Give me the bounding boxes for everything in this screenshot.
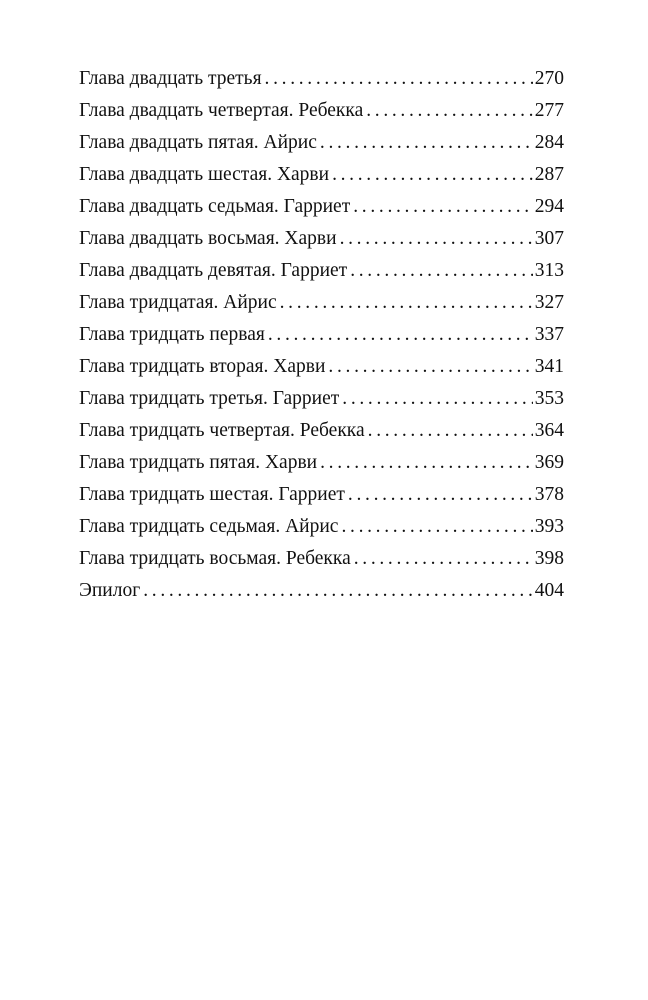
toc-entry-title: Глава тридцать вторая. Харви	[79, 356, 326, 377]
toc-entry-page: 369	[534, 452, 564, 473]
toc-entry	[79, 68, 564, 100]
dot-leader	[368, 420, 533, 442]
toc-entry-page: 393	[534, 516, 564, 537]
toc-entry	[79, 196, 564, 228]
toc-entry-page: 404	[534, 580, 564, 601]
toc-entry	[79, 100, 564, 132]
toc-entry-page: 284	[534, 132, 564, 153]
toc-entry-title: Глава тридцать первая	[79, 324, 265, 345]
toc-entry-page: 307	[534, 228, 564, 249]
toc-entry-page: 327	[534, 292, 564, 313]
dot-leader	[350, 260, 533, 282]
dot-leader	[268, 324, 533, 346]
dot-leader	[366, 100, 533, 122]
toc-entry-page: 277	[534, 100, 564, 121]
toc-entry	[79, 132, 564, 164]
toc-entry	[79, 452, 564, 484]
dot-leader	[280, 292, 533, 314]
toc-entry-page: 337	[534, 324, 564, 345]
toc-entry-title: Глава двадцать четвертая. Ребекка	[79, 100, 364, 121]
dot-leader	[341, 516, 532, 538]
dot-leader	[143, 580, 533, 602]
toc-entry-page: 398	[534, 548, 564, 569]
toc-entry-page: 378	[534, 484, 564, 505]
toc-entry-title: Глава тридцать четвертая. Ребекка	[79, 420, 365, 441]
toc-entry	[79, 580, 564, 612]
toc-entry	[79, 484, 564, 516]
toc-entry-title: Глава тридцать шестая. Гарриет	[79, 484, 345, 505]
toc-entry-title: Глава двадцать шестая. Харви	[79, 164, 330, 185]
toc-entry-title: Глава двадцать третья	[79, 68, 262, 89]
dot-leader	[354, 548, 533, 570]
toc-entry-title: Глава двадцать пятая. Айрис	[79, 132, 317, 153]
toc-entry-title: Глава тридцать седьмая. Айрис	[79, 516, 339, 537]
toc-entry	[79, 260, 564, 292]
toc-entry	[79, 324, 564, 356]
dot-leader	[342, 388, 532, 410]
toc-entry-page: 270	[534, 68, 564, 89]
dot-leader	[328, 356, 532, 378]
toc-entry-title: Эпилог	[79, 580, 141, 601]
toc-entry	[79, 516, 564, 548]
dot-leader	[353, 196, 533, 218]
toc-entry-page: 287	[534, 164, 564, 185]
toc-entry-title: Глава тридцать восьмая. Ребекка	[79, 548, 351, 569]
toc-entry	[79, 228, 564, 260]
toc-entry-title: Глава тридцать третья. Гарриет	[79, 388, 340, 409]
toc-entry-page: 353	[534, 388, 564, 409]
toc-entry-title: Глава двадцать девятая. Гарриет	[79, 260, 348, 281]
toc-entry	[79, 356, 564, 388]
dot-leader	[265, 68, 533, 90]
toc-entry-page: 294	[534, 196, 564, 217]
toc-entry-page: 364	[534, 420, 564, 441]
toc-entry-title: Глава тридцать пятая. Харви	[79, 452, 318, 473]
toc-entry-title: Глава двадцать восьмая. Харви	[79, 228, 337, 249]
toc-entry-title: Глава тридцатая. Айрис	[79, 292, 277, 313]
toc-entry-title: Глава двадцать седьмая. Гарриет	[79, 196, 351, 217]
toc-entry	[79, 420, 564, 452]
dot-leader	[320, 132, 533, 154]
toc-entry	[79, 548, 564, 580]
toc-entry	[79, 292, 564, 324]
toc-entry-page: 341	[534, 356, 564, 377]
toc-entry	[79, 164, 564, 196]
dot-leader	[348, 484, 533, 506]
dot-leader	[320, 452, 533, 474]
dot-leader	[332, 164, 533, 186]
dot-leader	[340, 228, 533, 250]
toc-entry-page: 313	[534, 260, 564, 281]
toc-entry	[79, 388, 564, 420]
table-of-contents	[79, 68, 564, 612]
